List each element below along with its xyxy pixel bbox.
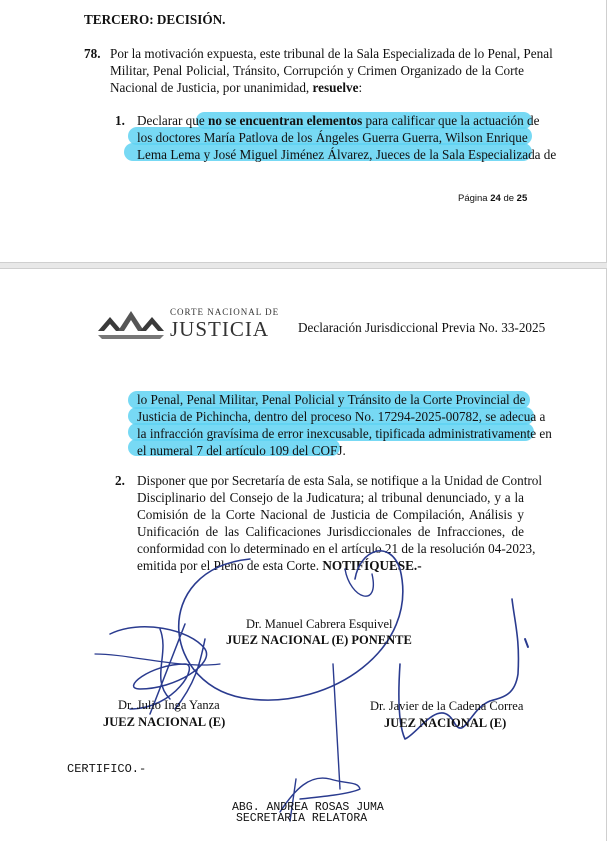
- certifico-label: CERTIFICO.-: [67, 762, 147, 776]
- paragraph-number: 78.: [84, 46, 101, 61]
- judge-left-title: JUEZ NACIONAL (E): [103, 715, 226, 729]
- list-item-line: Unificación de las Calificaciones Jurisdiccionales de Infracciones, de: [137, 524, 524, 539]
- handwritten-signatures: [0, 269, 606, 841]
- continued-line: el numeral 7 del artículo 109 del COFJ.: [137, 443, 346, 458]
- page-number-footer: Página 24 de 25: [458, 193, 528, 204]
- list-item-line: emitida por el Pleno de esta Corte. NOTIFÍQUESE.-: [137, 558, 422, 573]
- judge-right-title: JUEZ NACIONAL (E): [384, 716, 507, 730]
- paragraph-line: Nacional de Justicia, por unanimidad, resuelve:: [110, 80, 363, 95]
- ponente-name: Dr. Manuel Cabrera Esquivel: [246, 617, 393, 631]
- list-item-line: Comisión de la Corte Nacional de Justicia de Compilación, Análisis y: [137, 507, 524, 522]
- list-number: 1.: [115, 113, 125, 128]
- document-page-25: [0, 268, 607, 841]
- list-item-line: Declarar que no se encuentran elementos para calificar que la actuación de: [137, 113, 540, 128]
- paragraph-line: Por la motivación expuesta, este tribunal de la Sala Especializada de lo Penal, Penal: [110, 46, 553, 61]
- continued-line: lo Penal, Penal Militar, Penal Policial y Tránsito de la Corte Provincial de: [137, 392, 526, 407]
- document-page-24: [0, 0, 607, 263]
- logo-title: JUSTICIA: [170, 317, 270, 341]
- section-heading: TERCERO: DECISIÓN.: [84, 12, 226, 27]
- judge-right-name: Dr. Javier de la Cadena Correa: [370, 699, 524, 713]
- continued-line: Justicia de Pichincha, dentro del proceso No. 17294-2025-00782, se adecua a: [137, 409, 546, 424]
- list-item-line: Disciplinario del Consejo de la Judicatura; al tribunal denunciado, y a la: [137, 490, 524, 505]
- document-header-title: Declaración Jurisdiccional Previa No. 33-2025: [298, 320, 546, 335]
- ponente-title: JUEZ NACIONAL (E) PONENTE: [226, 633, 412, 647]
- logo-caption: CORTE NACIONAL DE: [170, 307, 280, 317]
- secretary-title: SECRETARIA RELATORA: [236, 812, 368, 825]
- secretary-name: ABG. ANDREA ROSAS JUMA: [232, 801, 384, 814]
- list-item-line: Lema Lema y José Miguel Jiménez Álvarez, Jueces de la Sala Especializada de: [137, 147, 557, 162]
- list-item-line: conformidad con lo determinado en el artículo 21 de la resolución 04-2023,: [137, 541, 536, 556]
- list-item-line: los doctores María Patlova de los Ángeles Guerra Guerra, Wilson Enrique: [137, 130, 528, 145]
- list-item-line: Disponer que por Secretaría de esta Sala, se notifique a la Unidad de Control: [137, 473, 543, 488]
- paragraph-line: Militar, Penal Policial, Tránsito, Corrupción y Crimen Organizado de la Corte: [110, 63, 524, 78]
- judge-left-name: Dr. Julio Inga Yanza: [118, 698, 220, 712]
- list-number: 2.: [115, 473, 125, 488]
- continued-line: la infracción gravísima de error inexcusable, tipificada administrativamente en: [137, 426, 552, 441]
